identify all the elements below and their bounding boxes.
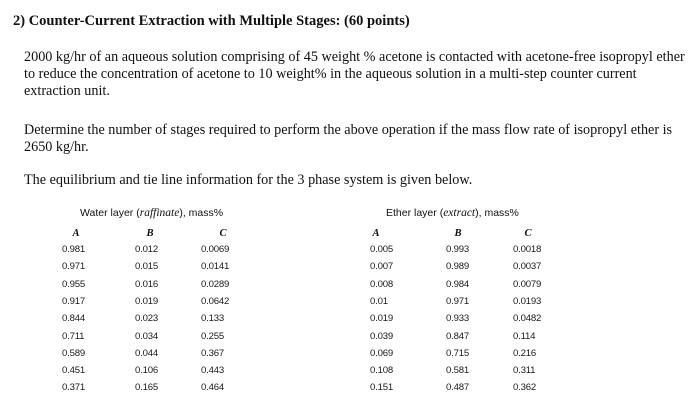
water-layer-title: Water layer (raffinate), mass% xyxy=(80,207,224,219)
question-text: Determine the number of stages required to perform the above operation if the mass flow rate of isopropyl ether is 2650 kg/hr. xyxy=(24,122,673,155)
ether-cell-r9-c2: 0.487 xyxy=(446,382,470,393)
water-col-a-header: A xyxy=(72,228,80,239)
ether-cell-r9-c3: 0.362 xyxy=(513,382,537,393)
ether-cell-r7-c3: 0.216 xyxy=(513,348,537,359)
ether-cell-r6-c1: 0.039 xyxy=(370,331,394,342)
water-cell-r6-c2: 0.034 xyxy=(135,331,159,342)
ether-cell-r5-c3: 0.0482 xyxy=(513,313,542,324)
water-cell-r5-c1: 0.844 xyxy=(62,313,86,324)
water-cell-r2-c3: 0.0141 xyxy=(201,261,230,272)
problem-statement: 2000 kg/hr of an aqueous solution comprising of 45 weight % acetone is contacted with acetone-free isopropyl ether to reduce the concentration of acetone to 10 weight% in the aqueous solution in a multi-step counter current extraction unit. xyxy=(24,49,685,99)
water-cell-r5-c2: 0.023 xyxy=(135,313,159,324)
water-cell-r7-c1: 0.589 xyxy=(62,348,86,359)
water-cell-r8-c2: 0.106 xyxy=(135,365,159,376)
water-cell-r2-c2: 0.015 xyxy=(135,261,159,272)
problem-heading: 2) Counter-Current Extraction with Multiple Stages: (60 points) xyxy=(13,13,410,29)
ether-cell-r4-c1: 0.01 xyxy=(370,296,388,307)
ether-cell-r4-c3: 0.0193 xyxy=(513,296,542,307)
water-cell-r5-c3: 0.133 xyxy=(201,313,225,324)
water-cell-r4-c2: 0.019 xyxy=(135,296,159,307)
water-col-c-header: C xyxy=(219,228,227,239)
water-col-b-header: B xyxy=(146,228,154,239)
water-cell-r2-c1: 0.971 xyxy=(62,261,86,272)
water-cell-r8-c3: 0.443 xyxy=(201,365,225,376)
water-cell-r8-c1: 0.451 xyxy=(62,365,86,376)
ether-cell-r2-c2: 0.989 xyxy=(446,261,470,272)
water-cell-r4-c1: 0.917 xyxy=(62,296,86,307)
water-cell-r3-c3: 0.0289 xyxy=(201,279,230,290)
water-cell-r9-c3: 0.464 xyxy=(201,382,225,393)
ether-cell-r1-c2: 0.993 xyxy=(446,244,470,255)
ether-cell-r8-c2: 0.581 xyxy=(446,365,470,376)
water-cell-r1-c1: 0.981 xyxy=(62,244,86,255)
ether-cell-r8-c3: 0.311 xyxy=(513,365,536,376)
water-cell-r7-c3: 0.367 xyxy=(201,348,225,359)
equilibrium-intro: The equilibrium and tie line information for the 3 phase system is given below. xyxy=(24,172,473,188)
ether-cell-r4-c2: 0.971 xyxy=(446,296,470,307)
water-cell-r3-c1: 0.955 xyxy=(62,279,86,290)
ether-cell-r8-c1: 0.108 xyxy=(370,365,394,376)
ether-cell-r9-c1: 0.151 xyxy=(370,382,394,393)
ether-cell-r5-c2: 0.933 xyxy=(446,313,470,324)
ether-col-b-header: B xyxy=(454,228,462,239)
ether-cell-r2-c3: 0.0037 xyxy=(513,261,542,272)
ether-cell-r5-c1: 0.019 xyxy=(370,313,394,324)
ether-cell-r2-c1: 0.007 xyxy=(370,261,394,272)
ether-col-a-header: A xyxy=(372,228,380,239)
ether-cell-r3-c1: 0.008 xyxy=(370,279,394,290)
ether-cell-r1-c1: 0.005 xyxy=(370,244,394,255)
water-cell-r9-c2: 0.165 xyxy=(135,382,159,393)
ether-cell-r3-c2: 0.984 xyxy=(446,279,470,290)
ether-cell-r7-c1: 0.069 xyxy=(370,348,394,359)
water-cell-r4-c3: 0.0642 xyxy=(201,296,230,307)
water-cell-r9-c1: 0.371 xyxy=(62,382,86,393)
water-cell-r6-c3: 0.255 xyxy=(201,331,225,342)
ether-layer-title: Ether layer (extract), mass% xyxy=(386,207,519,219)
water-cell-r6-c1: 0.711 xyxy=(62,331,85,342)
ether-cell-r7-c2: 0.715 xyxy=(446,348,470,359)
ether-col-c-header: C xyxy=(524,228,532,239)
water-cell-r7-c2: 0.044 xyxy=(135,348,159,359)
water-cell-r1-c3: 0.0069 xyxy=(201,244,230,255)
ether-cell-r6-c3: 0.114 xyxy=(513,331,536,342)
ether-cell-r6-c2: 0.847 xyxy=(446,331,470,342)
ether-cell-r3-c3: 0.0079 xyxy=(513,279,542,290)
water-cell-r3-c2: 0.016 xyxy=(135,279,159,290)
ether-cell-r1-c3: 0.0018 xyxy=(513,244,542,255)
water-cell-r1-c2: 0.012 xyxy=(135,244,159,255)
